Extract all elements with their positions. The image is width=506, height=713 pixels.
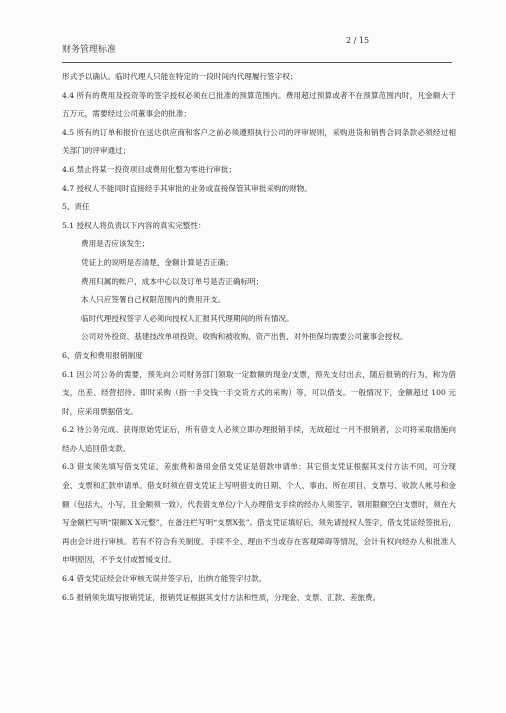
clause-6-2: 6.2 待公务完成、获得原始凭证后，所有借支人必须立即办理报销手续，无故超过一月不报销者，公司将采取措施向经办人追回借支款。: [62, 425, 456, 453]
list-item: 凭证上的说明是否清楚，金额计算是否正确；: [81, 257, 233, 267]
clause-4-4: 4.4 所有的费用及投资等的签字授权必须在已批准的预算范围内。费用超过预算或者不在预算范围内时，凡金额大于五万元，需要经过公司董事会的批准；: [62, 90, 456, 119]
clause-4-6: 4.6 禁止将某一投资项目或费用化整为零进行审批；: [62, 164, 236, 174]
section-heading-5: 5、责任: [62, 202, 90, 212]
page-header: [62, 36, 452, 60]
list-item: 临时代理授权签字人必须向授权人汇报其代理期间的所有情况。: [81, 313, 294, 323]
list-item: 费用是否应该发生；: [81, 239, 150, 249]
list-item: 费用归属的帐户，成本中心以及订单号是否正确标明；: [81, 276, 264, 286]
header-title: 财务管理标准: [62, 45, 117, 55]
list-item: 公司对外投资、基建技改单项投资、收购和被收购、资产出售、对外担保均需要公司董事会授权。: [81, 332, 408, 342]
page-number: 2 / 15: [346, 36, 370, 45]
section-heading-6: 6、借支和费用报销制度: [62, 350, 143, 360]
header-divider: [62, 62, 452, 63]
clause-4-7: 4.7 授权人不能同时直接经手其审批的业务或直接保管其审批采购的财物。: [62, 183, 312, 193]
paragraph-continuation: 形式予以确认。临时代理人只能在特定的一段时间内代理履行签字权；: [62, 72, 298, 81]
clause-4-5: 4.5 所有的订单和报价在送达供应商和客户之前必须遵照执行公司的评审规则，采购进货和销售合同条款必须经过相关部门的评审通过；: [62, 127, 456, 156]
clause-6-1: 6.1 因公司公务的需要，预先向公司财务部门领取一定数额的现金/支票，预先支付出去，随后报销的行为，称为借支，出差、经营招待、即时采购（指一手交钱一手交货方式的采购）等，可以借支。一般情况下，金额超过 100 元时，应采用票据借支。: [62, 369, 456, 416]
clause-6-5: 6.5 报销须先填写报销凭证，报销凭证根据其支付方法和性质，分现金、支票、汇款、差旅费。: [62, 592, 381, 602]
clause-6-3: 6.3 借支须先填写借支凭证，差旅费和备用金借支凭证是借款申请单；其它借支凭证根据其支付方法不同，可分现金、支票和汇款申请单。借支时须在借支凭证上写明借支的日期、个人、事由、所在项目、支票号、收款人帐号和金额（包括大、小写，且金额须一致），代表借支单位/个人办理借支手续的经办人须签字。领用限额空白支票时，须在大写金额栏写明“限额X X元整”，在备注栏写明“支票X张”。借支凭证填好后，须先请授权人签字，借支凭证经签批后，再由会计进行审核。若有不符合有关制度、手续不全、理由不当或存在客观障碍等情况，会计有权向经办人和批准人申明原因，不予支付或暂缓支付。: [62, 462, 456, 565]
list-item: 本人只应签署自己权限范围内的费用开支。: [81, 295, 226, 305]
clause-6-4: 6.4 借支凭证经会计审核无误并签字后，出纳方能签字付款。: [62, 574, 267, 584]
clause-5-1: 5.1 授权人将负责以下内容的真实完整性：: [62, 220, 206, 230]
document-body: [62, 68, 456, 607]
